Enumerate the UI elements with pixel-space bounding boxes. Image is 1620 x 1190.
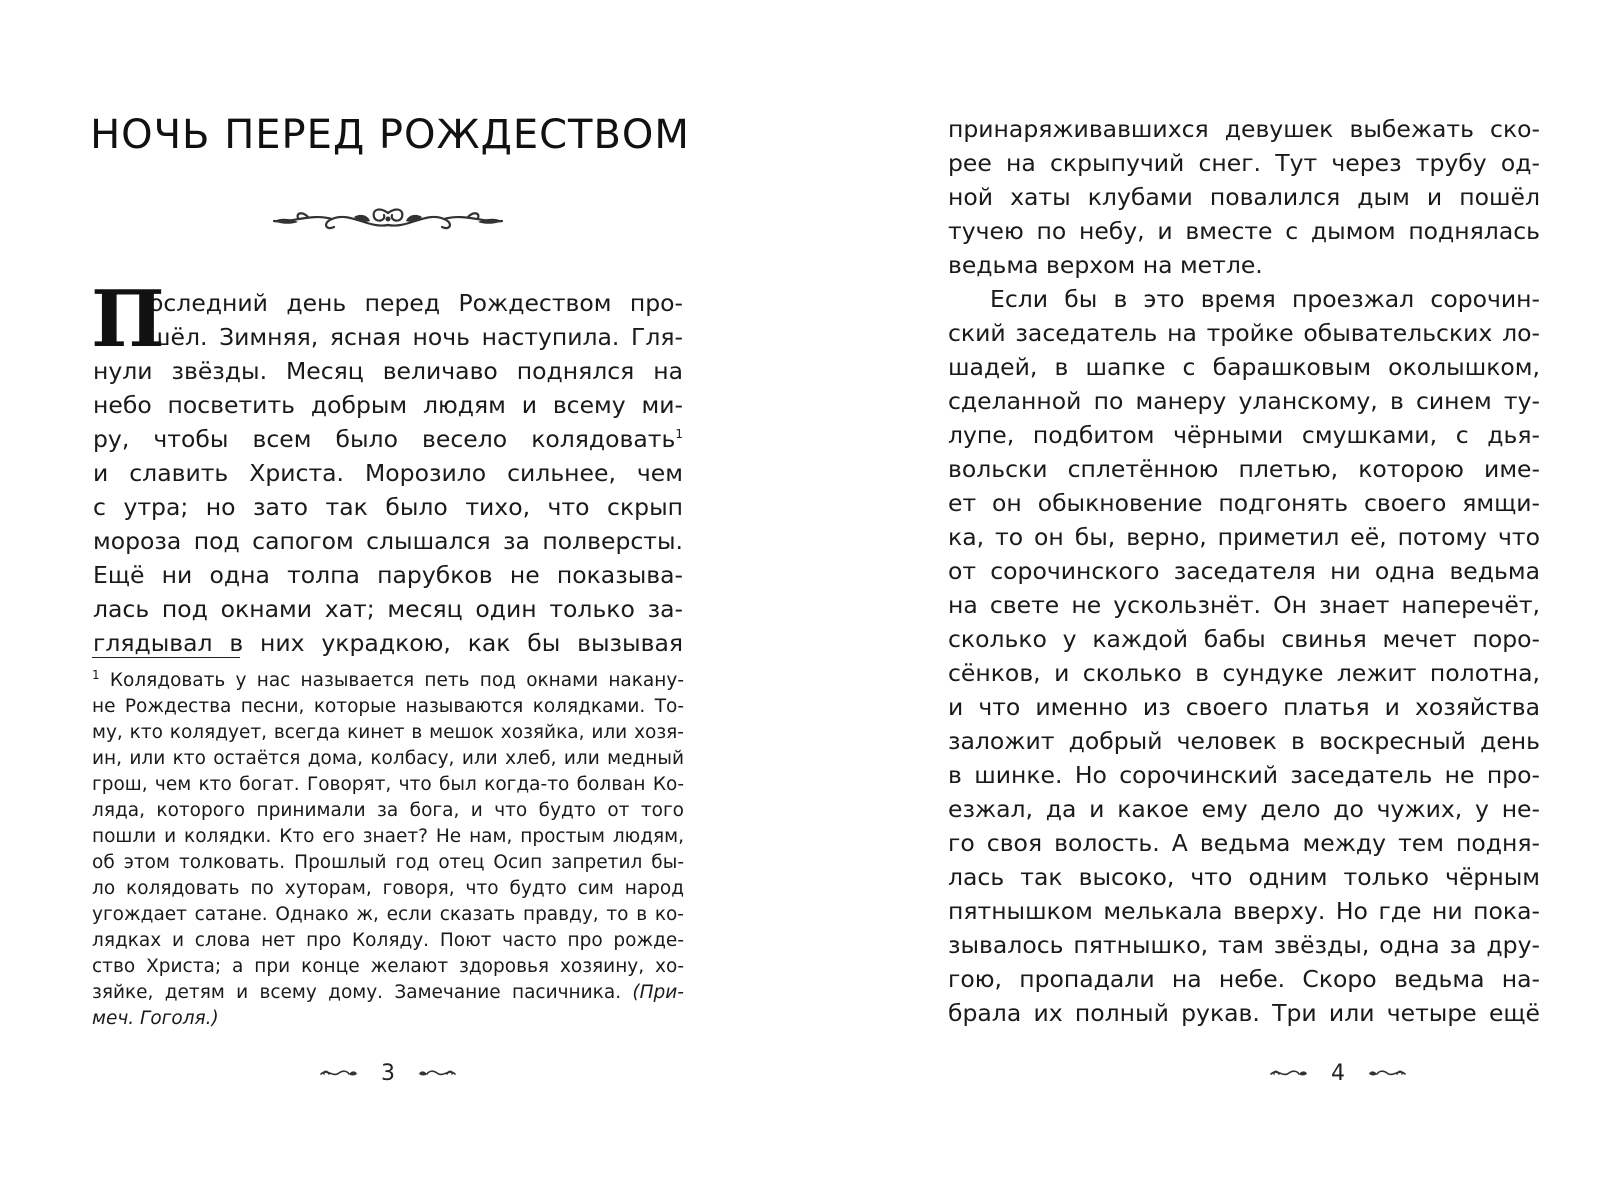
footnote-line: ло колядовать по хуторам, говоря, что будто сим народ (92, 878, 684, 899)
footnote-line (92, 980, 684, 1006)
page-number: 3 (381, 1060, 395, 1086)
page-number-block (308, 1058, 468, 1088)
body-line: ский заседатель на тройке обывательских ло- (948, 319, 1540, 347)
body-line: шёл. Зимняя, ясная ночь наступила. Гля- (149, 323, 683, 351)
body-line: и что именно из своего платья и хозяйства (948, 693, 1540, 721)
footnote-attribution-end: меч. Гоголя.) (92, 1008, 219, 1029)
body-line: небо посветить добрым людям и всему ми- (93, 391, 683, 419)
body-line: глядывал в них украдкою, как бы вызывая (93, 629, 683, 657)
footnote-reference[interactable]: 1 (675, 427, 683, 442)
footnote-line: пошли и колядки. Кто его знает? Не нам, простым людям, (92, 826, 684, 847)
footnote (92, 668, 684, 1032)
body-line: гою, пропадали на небе. Скоро ведьма на- (948, 965, 1540, 993)
left-body-text (91, 274, 683, 660)
body-line: брала их полный рукав. Три или четыре ещё (948, 999, 1540, 1027)
body-line: оследний день перед Рождеством про- (149, 289, 683, 317)
footnote-line: грош, чем кто богат. Говорят, что был когда-то болван Ко- (92, 774, 684, 795)
opening-paragraph (91, 274, 683, 365)
folio-ornament-icon (319, 1065, 359, 1081)
body-line: шадей, в шапке с барашковым околышком, (948, 353, 1540, 381)
page-number-block (1258, 1058, 1418, 1088)
body-line: езжал, да и какое ему дело до чужих, у не- (948, 795, 1540, 823)
folio-ornament-icon (1269, 1065, 1309, 1081)
body-line: ка, то он бы, верно, приметил её, потому что (948, 523, 1540, 551)
folio-ornament-icon (1367, 1065, 1407, 1081)
drop-cap: П (91, 274, 165, 365)
body-line: сделанной по манеру уланскому, в синем ту- (948, 387, 1540, 415)
body-line: тучею по небу, и вместе с дымом поднялась (948, 217, 1540, 245)
body-line: сколько у каждой бабы свинья мечет поро- (948, 625, 1540, 653)
right-page (810, 0, 1620, 1190)
body-line: пятнышком мелькала вверху. Но где ни пока- (948, 897, 1540, 925)
footnote-marker: 1 (92, 667, 100, 682)
body-line: в шинке. Но сорочинский заседатель не про- (948, 761, 1540, 789)
chapter-title: НОЧЬ ПЕРЕД РОЖДЕСТВОМ (90, 112, 690, 158)
body-line: заложит добрый человек в воскресный день (948, 727, 1540, 755)
footnote-line-text: зяйке, детям и всему дому. Замечание пасичника. (92, 982, 622, 1003)
body-line: вольски сплетённою плетью, которою име- (948, 455, 1540, 483)
body-line: мороза под сапогом слышался за полверсты. (93, 527, 683, 555)
body-line: принаряживавшихся девушек выбежать ско- (948, 115, 1540, 143)
footnote-line (92, 668, 684, 694)
body-line: лась так высоко, что одним только чёрным (948, 863, 1540, 891)
footnote-line: лядках и слова нет про Коляду. Поют часто про рожде- (92, 930, 684, 951)
body-line-with-footnote (93, 422, 683, 456)
body-line: ной хаты клубами повалился дым и пошёл (948, 183, 1540, 211)
body-line: Если бы в это время проезжал сорочин- (990, 285, 1540, 313)
footnote-divider (92, 657, 240, 658)
body-line: го своя волость. А ведьма между тем подня- (948, 829, 1540, 857)
body-line: от сорочинского заседателя ни одна ведьма (948, 557, 1540, 585)
body-line: рее на скрыпучий снег. Тут через трубу од- (948, 149, 1540, 177)
title-ornament-icon (268, 205, 508, 235)
footnote-line: угождает сатане. Однако ж, если сказать правду, то в ко- (92, 904, 684, 925)
body-line: лась под окнами хат; месяц один только за- (93, 595, 683, 623)
page-number: 4 (1331, 1060, 1345, 1086)
footnote-attribution: (При- (632, 982, 684, 1003)
body-line: лупе, подбитом чёрными смушками, с дья- (948, 421, 1540, 449)
footnote-line: об этом толковать. Прошлый год отец Осип запретил бы- (92, 852, 684, 873)
body-line: на свете не ускользнёт. Он знает наперечёт, (948, 591, 1540, 619)
body-line: нули звёзды. Месяц величаво поднялся на (93, 357, 683, 385)
footnote-line: му, кто колядует, всегда кинет в мешок хозяйка, или хозя- (92, 722, 684, 743)
footnote-line-text: Колядовать у нас называется петь под окнами накану- (109, 670, 684, 691)
body-line: Ещё ни одна толпа парубков не показыва- (93, 561, 683, 589)
footnote-line: ство Христа; а при конце желают здоровья хозяину, хо- (92, 956, 684, 977)
body-line: зывалось пятнышко, там звёзды, одна за дру- (948, 931, 1540, 959)
right-body-text (948, 112, 1540, 1030)
folio-ornament-icon (417, 1065, 457, 1081)
footnote-line: ляда, которого принимали за бога, и что будто от того (92, 800, 684, 821)
footnote-line: не Рождества песни, которые называются колядками. То- (92, 696, 684, 717)
body-line: сёнков, и сколько в сундуке лежит полотна, (948, 659, 1540, 687)
body-line: с утра; но зато так было тихо, что скрып (93, 493, 683, 521)
body-line: ведьма верхом на метле. (948, 251, 1263, 279)
body-line: и славить Христа. Морозило сильнее, чем (93, 459, 683, 487)
footnote-line: ин, или кто остаётся дома, колбасу, или хлеб, или медный (92, 748, 684, 769)
body-line: ет он обыкновение подгонять своего ямщи- (948, 489, 1540, 517)
body-line-text: ру, чтобы всем было весело колядовать (93, 425, 676, 453)
